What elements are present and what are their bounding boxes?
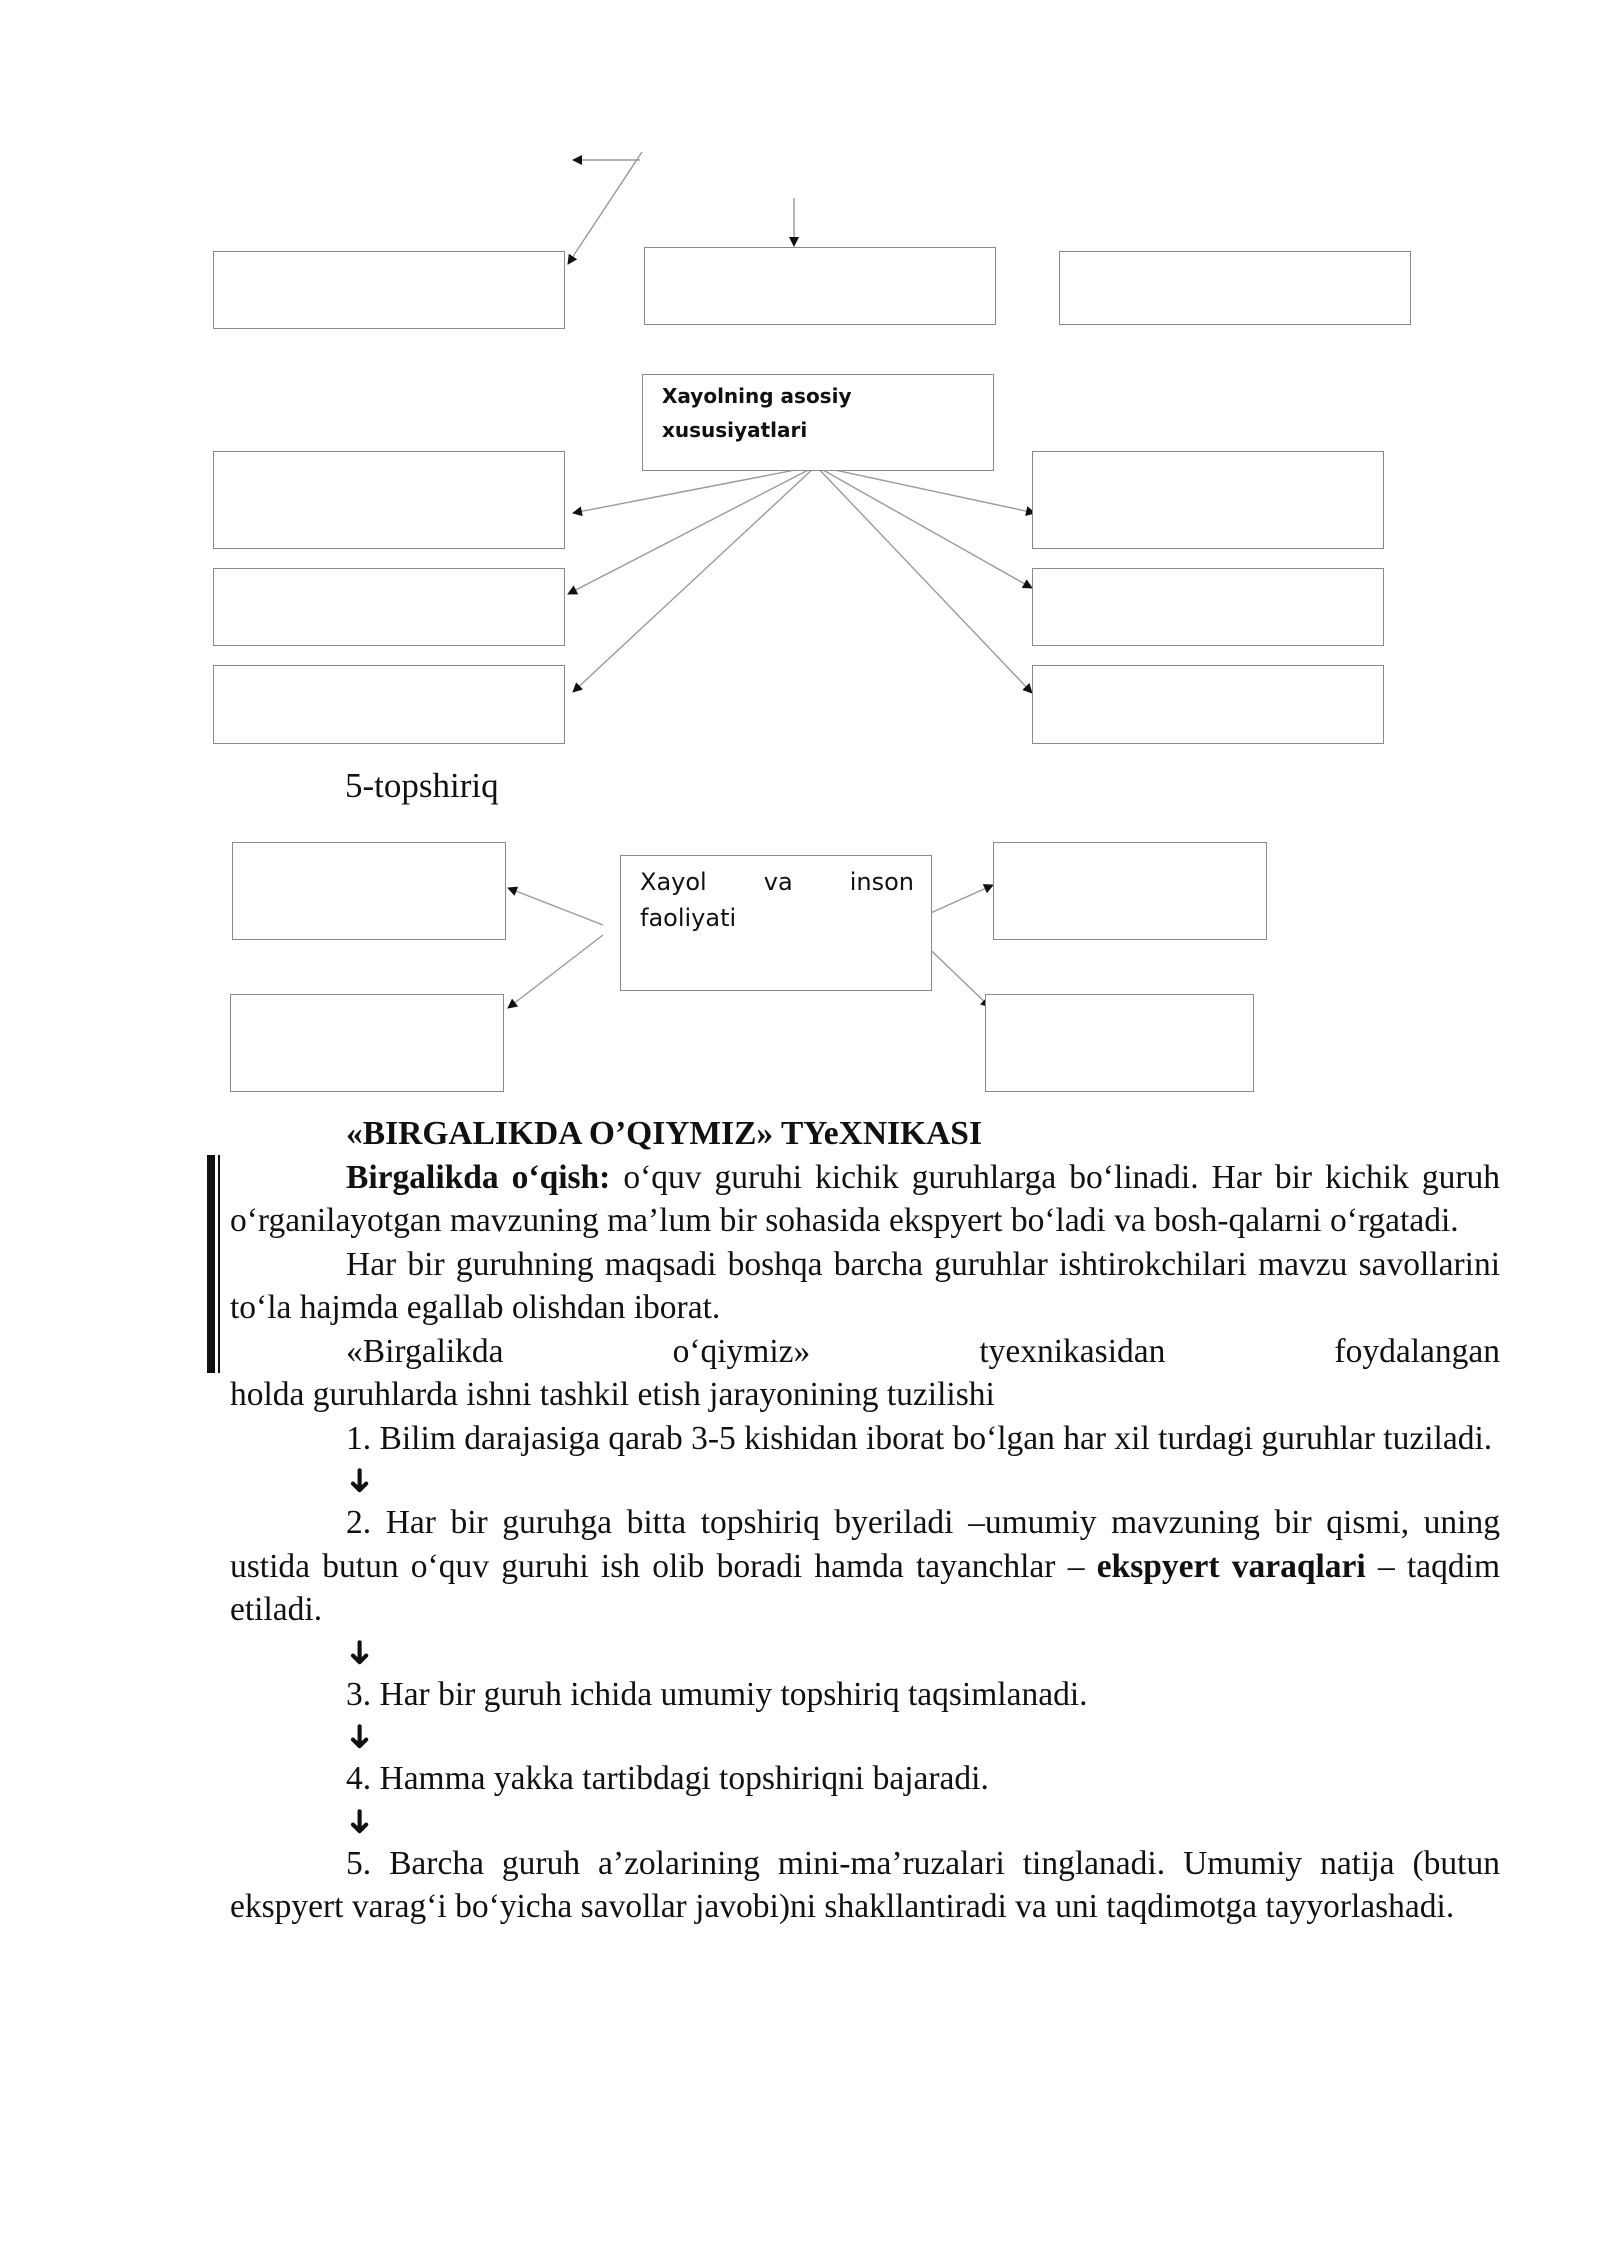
paragraph-3-line-2: holda guruhlarda ishni tashkil etish jarayonining tuzilishi [230, 1376, 995, 1413]
diagram2-center-label: Xayol va inson faoliyati [640, 868, 914, 932]
arrow-down-icon [230, 1801, 1500, 1842]
paragraph-2: Har bir guruhning maqsadi boshqa barcha guruhlar ishtirokchilari mavzu savollarini to‘la hajmda egallab olishdan iborat. [230, 1245, 1500, 1326]
arrow-down-icon [230, 1632, 1500, 1673]
paragraph-3-line-1: «Birgalikda o‘qiymiz» tyexnikasidan foydalangan [346, 1332, 1500, 1370]
step-5: 5. Barcha guruh a’zolarining mini-ma’ruzalari tinglanadi. Umumiy natija (butun ekspyert varag‘i bo‘yicha savollar javobi)ni shakllantiradi va uni taqdimotga tayyorlashadi. [230, 1844, 1500, 1925]
diagram2-box-top-left [232, 842, 506, 940]
diagram2-box-bottom-right [985, 994, 1254, 1092]
diagram1-center-box [642, 374, 994, 471]
diagram2-center-box [620, 855, 932, 991]
arrow-glyph: ➜ [339, 1637, 380, 1667]
arrow-down-icon [230, 1716, 1500, 1757]
step-2-text-b: – taqdim etiladi. [230, 1547, 1501, 1628]
connector-arrow [573, 466, 816, 692]
step-2-bold: ekspyert varaqlari [1096, 1547, 1366, 1585]
diagram-box-top-right [1059, 251, 1411, 325]
connector-arrow [568, 466, 816, 594]
connector-arrow [508, 935, 603, 1008]
task-label: 5-topshiriq [345, 766, 499, 805]
arrow-glyph: ➜ [339, 1722, 380, 1751]
paragraph-1-text: o‘quv guruhi kichik guruhlarga bo‘linadi. Har bir kichik guruh o‘rganilayotgan mavzuning ma’lum bir sohasida ekspyert bo‘ladi va bosh-qalarni o‘rgatadi. [230, 1158, 1500, 1239]
step-1: 1. Bilim darajasiga qarab 3-5 kishidan iborat bo‘lgan har xil turdagi guruhlar tuziladi. [346, 1419, 1493, 1457]
connector-arrow [573, 466, 816, 513]
diagram1-box-right-3 [1032, 665, 1384, 744]
diagram2-box-top-right [993, 842, 1267, 940]
diagram1-box-left-1 [213, 451, 565, 549]
diagram-box-top-middle [644, 247, 996, 325]
diagram-box-top-left [213, 251, 565, 329]
diagram1-center-label: Xayolning asosiy xususiyatlari [662, 384, 852, 442]
connector-arrow [816, 466, 1035, 513]
connector-arrow [816, 466, 1032, 588]
change-bar-thin [218, 1155, 220, 1373]
diagram1-box-left-2 [213, 568, 565, 646]
section-text [230, 1112, 1500, 1929]
change-bar [207, 1155, 215, 1373]
diagram1-box-right-2 [1032, 568, 1384, 646]
step-2-text-a: 2. Har bir guruhga bitta topshiriq byeriladi –umumiy mavzuning bir qismi, uning ustida butun o‘quv guruhi ish olib boradi hamda tayanchlar – [230, 1504, 1500, 1585]
arrow-glyph: ➜ [339, 1466, 380, 1495]
connector-arrow [816, 466, 1032, 693]
step-3: 3. Har bir guruh ichida umumiy topshiriq taqsimlanadi. [346, 1675, 1088, 1713]
connector-arrow [568, 152, 642, 264]
section-heading: «BIRGALIKDA O’QIYMIZ» TYeXNIKASI [346, 1115, 982, 1152]
step-4: 4. Hamma yakka tartibdagi topshiriqni bajaradi. [346, 1760, 989, 1797]
paragraph-1 [230, 1156, 1500, 1243]
step-2 [230, 1501, 1500, 1632]
paragraph-1-bold: Birgalikda o‘qish: [346, 1158, 611, 1196]
arrow-down-icon [230, 1460, 1500, 1501]
arrow-glyph: ➜ [339, 1806, 380, 1836]
connector-arrow [508, 888, 603, 925]
diagram1-box-left-3 [213, 665, 565, 744]
diagram2-box-bottom-left [230, 994, 504, 1092]
diagram1-box-right-1 [1032, 451, 1384, 549]
